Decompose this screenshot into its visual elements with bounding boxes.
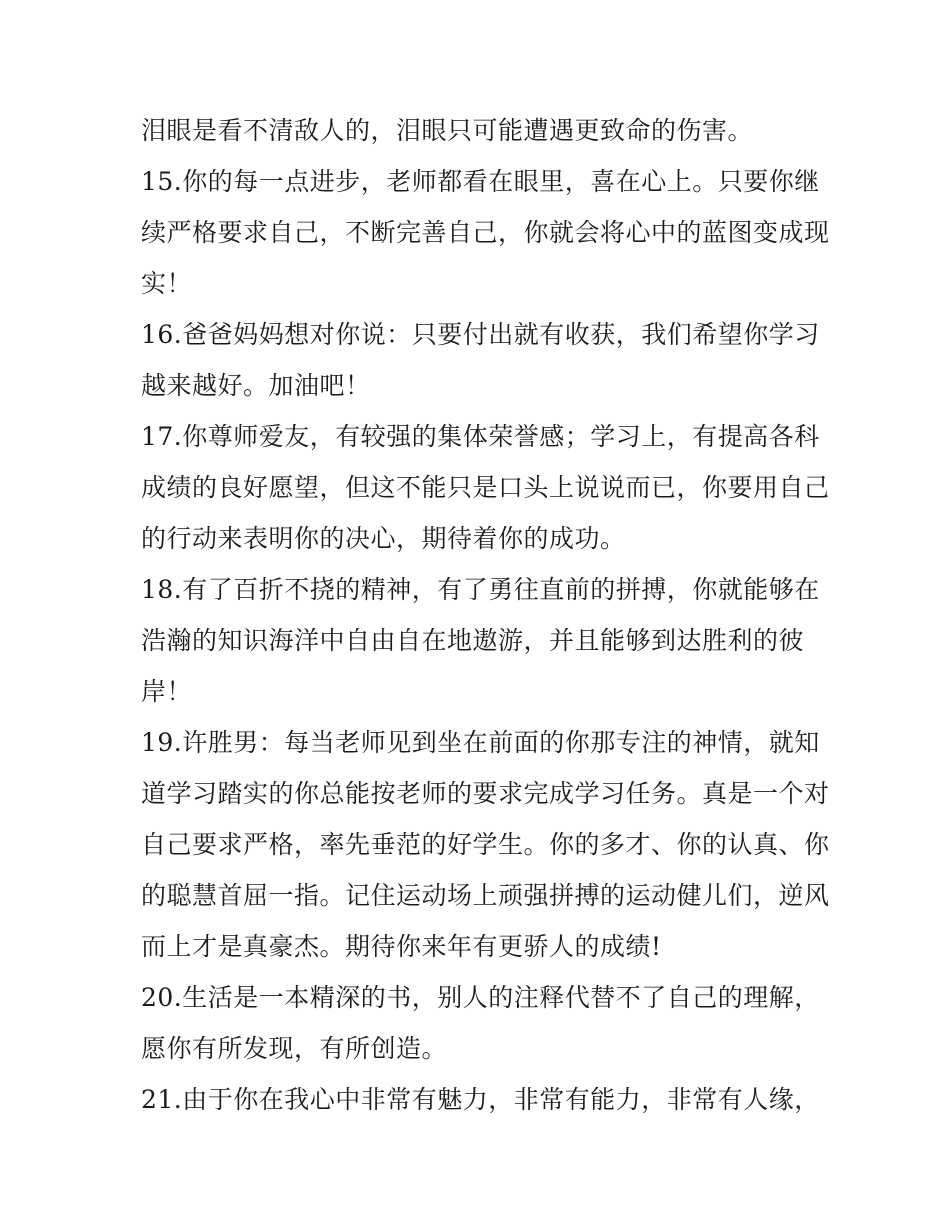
text-line: 浩瀚的知识海洋中自由自在地遨游，并且能够到达胜利的彼 [141,626,805,655]
text-line: 的行动来表明你的决心，期待着你的成功。 [141,524,626,553]
text-line: 15.你的每一点进步，老师都看在眼里，喜在心上。只要你继 [141,167,820,196]
text-line: 泪眼是看不清敌人的，泪眼只可能遭遇更致命的伤害。 [141,116,754,145]
text-line: 19.许胜男：每当老师见到坐在前面的你那专注的神情，就知 [141,728,820,757]
document-body [141,105,830,1125]
text-line: 愿你有所发现，有所创造。 [141,1034,448,1063]
text-line: 21.由于你在我心中非常有魅力，非常有能力，非常有人缘， [141,1085,820,1114]
text-line: 20.生活是一本精深的书，别人的注释代替不了自己的理解， [141,983,820,1012]
text-line: 而上才是真豪杰。期待你来年有更骄人的成绩! [141,932,662,961]
text-line: 道学习踏实的你总能按老师的要求完成学习任务。真是一个对 [141,779,830,808]
text-line: 17.你尊师爱友，有较强的集体荣誉感；学习上，有提高各科 [141,422,820,451]
text-line: 越来越好。加油吧！ [141,371,371,400]
text-line: 的聪慧首屈一指。记住运动场上顽强拼搏的运动健儿们，逆风 [141,881,830,910]
text-line: 自己要求严格，率先垂范的好学生。你的多才、你的认真、你 [141,830,830,859]
text-line: 16.爸爸妈妈想对你说：只要付出就有收获，我们希望你学习 [141,320,820,349]
text-line: 实！ [141,269,193,298]
text-line: 18.有了百折不挠的精神，有了勇往直前的拼搏，你就能够在 [141,575,820,604]
text-line: 成绩的良好愿望，但这不能只是口头上说说而已，你要用自己 [141,473,830,502]
text-line: 岸！ [141,677,193,706]
text-line: 续严格要求自己，不断完善自己，你就会将心中的蓝图变成现 [141,218,830,247]
